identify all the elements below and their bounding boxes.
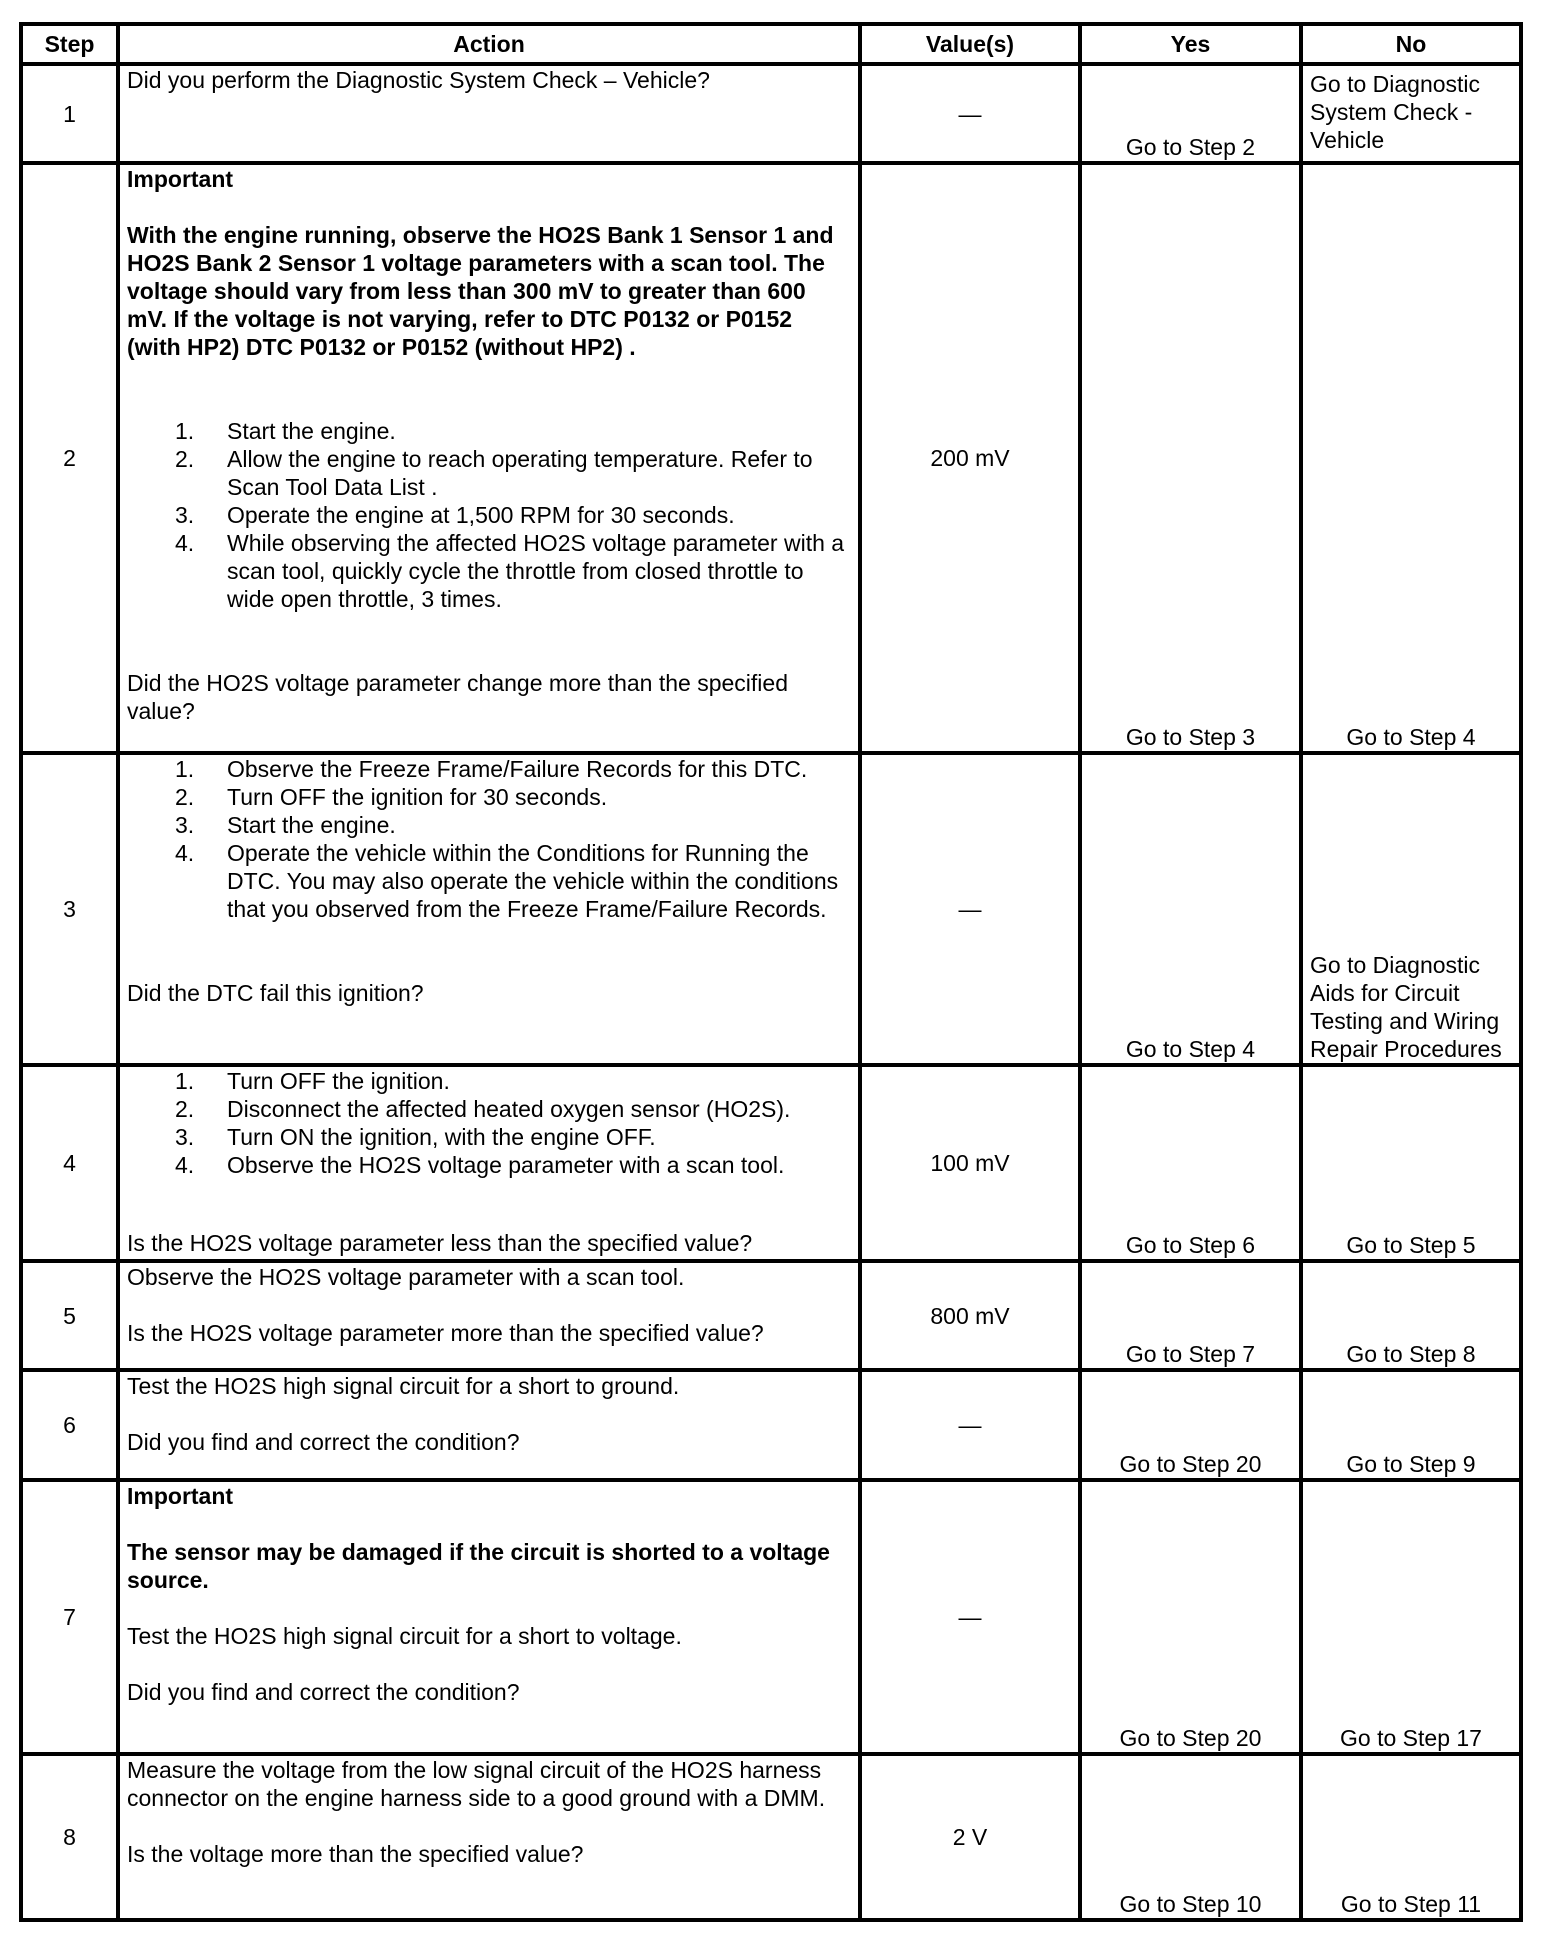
action-cell xyxy=(118,753,860,1065)
step-number: 1 xyxy=(21,64,118,163)
table-row xyxy=(21,64,1521,163)
procedure-list xyxy=(127,1067,851,1179)
step-number: 5 xyxy=(21,1261,118,1370)
list-item: Operate the engine at 1,500 RPM for 30 seconds. xyxy=(227,502,735,528)
procedure-list xyxy=(127,755,851,923)
action-text: Test the HO2S high signal circuit for a short to ground. xyxy=(127,1373,680,1399)
list-item: Observe the HO2S voltage parameter with a scan tool. xyxy=(227,1152,785,1178)
value-cell: 200 mV xyxy=(860,163,1080,753)
value-cell: — xyxy=(860,64,1080,163)
no-cell: Go to Diagnostic System Check - Vehicle xyxy=(1301,64,1521,163)
action-cell xyxy=(118,1370,860,1480)
action-cell xyxy=(118,1480,860,1754)
action-question: Is the HO2S voltage parameter more than the specified value? xyxy=(127,1320,764,1346)
table-row xyxy=(21,753,1521,1065)
value-cell: 100 mV xyxy=(860,1065,1080,1261)
yes-cell: Go to Step 3 xyxy=(1080,163,1301,753)
step-number: 7 xyxy=(21,1480,118,1754)
action-text: Observe the HO2S voltage parameter with a scan tool. xyxy=(127,1264,685,1290)
important-label: Important xyxy=(127,1483,234,1509)
list-item: Turn OFF the ignition for 30 seconds. xyxy=(227,784,608,810)
action-cell xyxy=(118,1261,860,1370)
value-cell: — xyxy=(860,753,1080,1065)
action-question: Is the voltage more than the specified value? xyxy=(127,1841,584,1867)
no-cell: Go to Step 4 xyxy=(1301,163,1521,753)
value-cell: — xyxy=(860,1480,1080,1754)
step-number: 6 xyxy=(21,1370,118,1480)
header-action: Action xyxy=(118,24,860,64)
value-cell: 2 V xyxy=(860,1754,1080,1920)
header-yes: Yes xyxy=(1080,24,1301,64)
action-question: Did you find and correct the condition? xyxy=(127,1679,520,1705)
no-cell: Go to Step 8 xyxy=(1301,1261,1521,1370)
no-cell: Go to Step 9 xyxy=(1301,1370,1521,1480)
action-question: Did you perform the Diagnostic System Check – Vehicle? xyxy=(127,67,710,93)
yes-cell: Go to Step 20 xyxy=(1080,1480,1301,1754)
step-number: 8 xyxy=(21,1754,118,1920)
no-cell: Go to Step 17 xyxy=(1301,1480,1521,1754)
yes-cell: Go to Step 10 xyxy=(1080,1754,1301,1920)
table-row xyxy=(21,1065,1521,1261)
action-cell xyxy=(118,1065,860,1261)
list-item: Allow the engine to reach operating temperature. Refer to Scan Tool Data List . xyxy=(227,446,813,500)
list-item: Turn OFF the ignition. xyxy=(227,1068,450,1094)
important-text: The sensor may be damaged if the circuit is shorted to a voltage source. xyxy=(127,1539,830,1593)
action-text: Test the HO2S high signal circuit for a short to voltage. xyxy=(127,1623,682,1649)
no-cell: Go to Step 5 xyxy=(1301,1065,1521,1261)
value-cell: — xyxy=(860,1370,1080,1480)
header-no: No xyxy=(1301,24,1521,64)
important-label: Important xyxy=(127,166,234,192)
table-row xyxy=(21,163,1521,753)
list-item: Operate the vehicle within the Conditions for Running the DTC. You may also operate the vehicle within the conditions that you observed from the Freeze Frame/Failure Records. xyxy=(227,840,839,922)
header-values: Value(s) xyxy=(860,24,1080,64)
header-step: Step xyxy=(21,24,118,64)
diagnostic-table xyxy=(19,22,1523,1922)
table-row xyxy=(21,1370,1521,1480)
action-cell xyxy=(118,1754,860,1920)
list-item: Turn ON the ignition, with the engine OFF. xyxy=(227,1124,656,1150)
important-text: With the engine running, observe the HO2S Bank 1 Sensor 1 and HO2S Bank 2 Sensor 1 voltage parameters with a scan tool. The voltage should vary from less than 300 mV to greater than 600 mV. If the voltage is not varying, refer to DTC P0132 or P0152 (with HP2) DTC P0132 or P0152 (without HP2) . xyxy=(127,222,834,360)
procedure-list xyxy=(127,417,851,613)
yes-cell: Go to Step 4 xyxy=(1080,753,1301,1065)
yes-cell: Go to Step 20 xyxy=(1080,1370,1301,1480)
yes-cell: Go to Step 7 xyxy=(1080,1261,1301,1370)
action-question: Did the DTC fail this ignition? xyxy=(127,980,424,1006)
list-item: Start the engine. xyxy=(227,812,396,838)
list-item: Start the engine. xyxy=(227,418,396,444)
action-question: Is the HO2S voltage parameter less than the specified value? xyxy=(127,1230,753,1256)
action-question: Did you find and correct the condition? xyxy=(127,1429,520,1455)
action-cell xyxy=(118,64,860,163)
table-row xyxy=(21,1754,1521,1920)
action-cell xyxy=(118,163,860,753)
step-number: 4 xyxy=(21,1065,118,1261)
header-row xyxy=(21,24,1521,64)
list-item: While observing the affected HO2S voltage parameter with a scan tool, quickly cycle the throttle from closed throttle to wide open throttle, 3 times. xyxy=(227,530,845,612)
action-text: Measure the voltage from the low signal circuit of the HO2S harness connector on the engine harness side to a good ground with a DMM. xyxy=(127,1757,826,1811)
value-cell: 800 mV xyxy=(860,1261,1080,1370)
yes-cell: Go to Step 6 xyxy=(1080,1065,1301,1261)
table-row xyxy=(21,1480,1521,1754)
list-item: Disconnect the affected heated oxygen sensor (HO2S). xyxy=(227,1096,791,1122)
no-cell: Go to Diagnostic Aids for Circuit Testing and Wiring Repair Procedures xyxy=(1301,753,1521,1065)
action-question: Did the HO2S voltage parameter change more than the specified value? xyxy=(127,670,788,724)
table-row xyxy=(21,1261,1521,1370)
step-number: 2 xyxy=(21,163,118,753)
list-item: Observe the Freeze Frame/Failure Records for this DTC. xyxy=(227,756,808,782)
yes-cell: Go to Step 2 xyxy=(1080,64,1301,163)
step-number: 3 xyxy=(21,753,118,1065)
no-cell: Go to Step 11 xyxy=(1301,1754,1521,1920)
